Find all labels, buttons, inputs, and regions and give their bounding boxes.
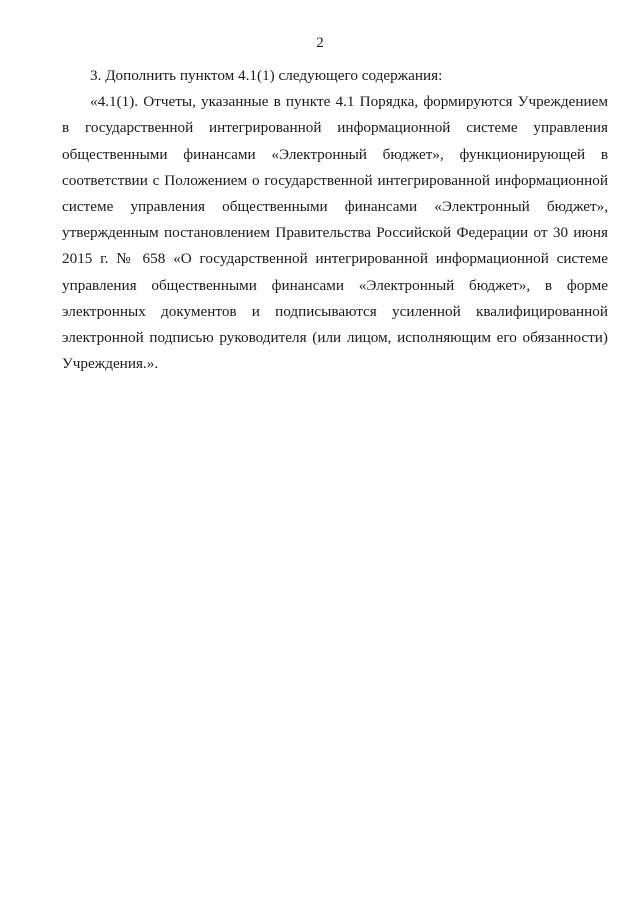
amendment-text-4-1-1: «4.1(1). Отчеты, указанные в пункте 4.1 Порядка, формируются Учреждением в государственной интегрированной информационной системе управления общественными финансами «Электронный бюджет», функционирующей в соответствии с Положением о государственной интегрированной информационной системе управления общественными финансами «Электронный бюджет», утвержденным постановлением Правительства Российской Федерации от 30 июня 2015 г. № 658 «О государственной интегрированной информационной системе управления общественными финансами «Электронный бюджет», в форме электронных документов и подписываются усиленной квалифицированной электронной подписью руководителя (или лицом, исполняющим его обязанности) Учреждения.». — [62, 93, 608, 373]
page-number: 2 — [316, 35, 324, 51]
amendment-item-3: 3. Дополнить пунктом 4.1(1) следующего содержания: — [90, 67, 443, 84]
document-body — [62, 63, 608, 377]
